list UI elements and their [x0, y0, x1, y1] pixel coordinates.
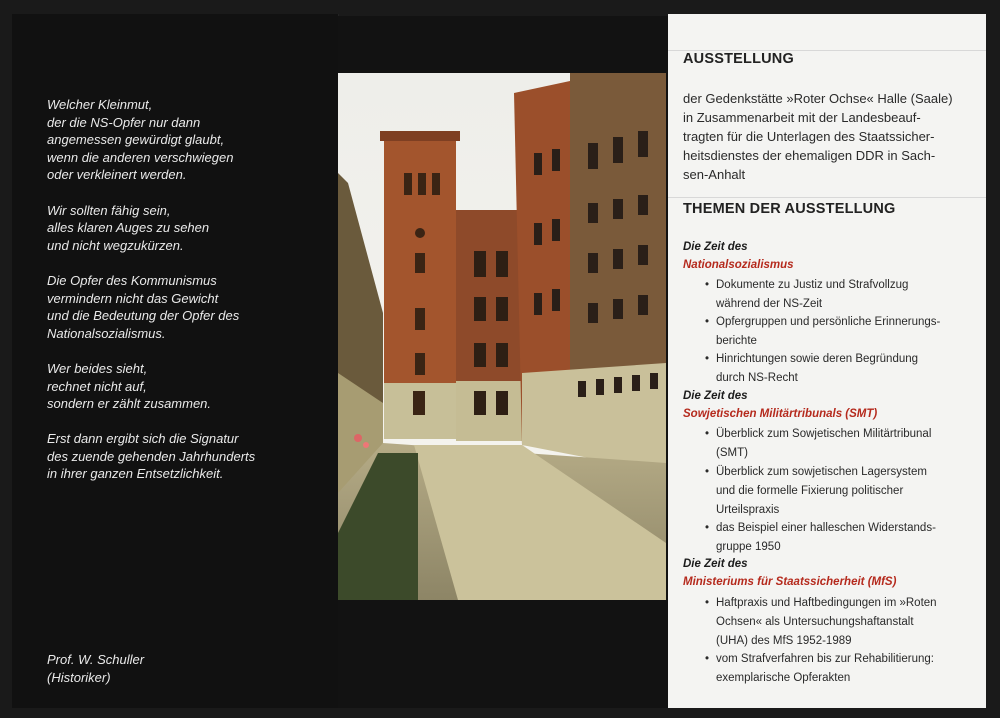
prison-building-photo — [338, 73, 666, 600]
exhibition-heading: AUSSTELLUNG — [683, 51, 794, 67]
quote-paragraph: Die Opfer des Kommunismus vermindern nicht das Gewicht und die Bedeutung der Opfer des Nationalsozialismus. — [47, 272, 240, 341]
quote-block — [47, 96, 317, 501]
list-item: • das Beispiel einer halleschen Widerstands- gruppe 1950 — [716, 519, 966, 557]
era-heading-ns — [683, 239, 794, 273]
era-label: Die Zeit des — [683, 558, 748, 570]
list-item: • vom Strafverfahren bis zur Rehabilitierung: exemplarische Opferakten — [716, 650, 966, 688]
themes-heading: THEMEN DER AUSSTELLUNG — [683, 201, 896, 217]
quote-author: Prof. W. Schuller (Historiker) — [47, 652, 145, 685]
era-title: Ministeriums für Staatssicherheit (MfS) — [683, 576, 897, 588]
exhibition-intro: der Gedenkstätte »Roter Ochse« Halle (Saale) in Zusammenarbeit mit der Landesbeauf- tragten für die Unterlagen des Staatssicher- heitsdienstes der ehemaligen DDR in Sach- sen-Anhalt — [683, 91, 953, 182]
list-item: • Überblick zum Sowjetischen Militärtribunal (SMT) — [716, 425, 966, 463]
quote-paragraph: Erst dann ergibt sich die Signatur des zuende gehenden Jahrhunderts in ihrer ganzen Entsetzlichkeit. — [47, 431, 256, 482]
list-item: • Dokumente zu Justiz und Strafvollzug während der NS-Zeit — [716, 276, 966, 314]
quote-paragraph: Welcher Kleinmut, der die NS-Opfer nur dann angemessen gewürdigt glaubt, wenn die anderen verschwiegen oder verkleinert werden. — [47, 97, 234, 183]
quote-paragraph: Wer beides sieht, rechnet nicht auf, sondern er zählt zusammen. — [47, 360, 212, 412]
list-item: • Opfergruppen und persönliche Erinnerungs- berichte — [716, 313, 966, 351]
list-item: • Hinrichtungen sowie deren Begründung durch NS-Recht — [716, 350, 966, 388]
list-item: • Haftpraxis und Haftbedingungen im »Roten Ochsen« als Untersuchungshaftanstalt (UHA) des MfS 1952-1989 — [716, 594, 966, 651]
list-item: • Überblick zum sowjetischen Lagersystem und die formelle Fixierung politischer Urteilspraxis — [716, 463, 966, 520]
era-heading-smt — [683, 388, 877, 422]
era-title: Nationalsozialismus — [683, 259, 794, 271]
divider — [668, 197, 986, 198]
quote-paragraph: Wir sollten fähig sein, alles klaren Auges zu sehen und nicht wegzukürzen. — [47, 202, 210, 253]
era-label: Die Zeit des — [683, 241, 748, 253]
era-label: Die Zeit des — [683, 390, 748, 402]
era-heading-mfs — [683, 556, 896, 590]
era-title: Sowjetischen Militärtribunals (SMT) — [683, 408, 878, 420]
